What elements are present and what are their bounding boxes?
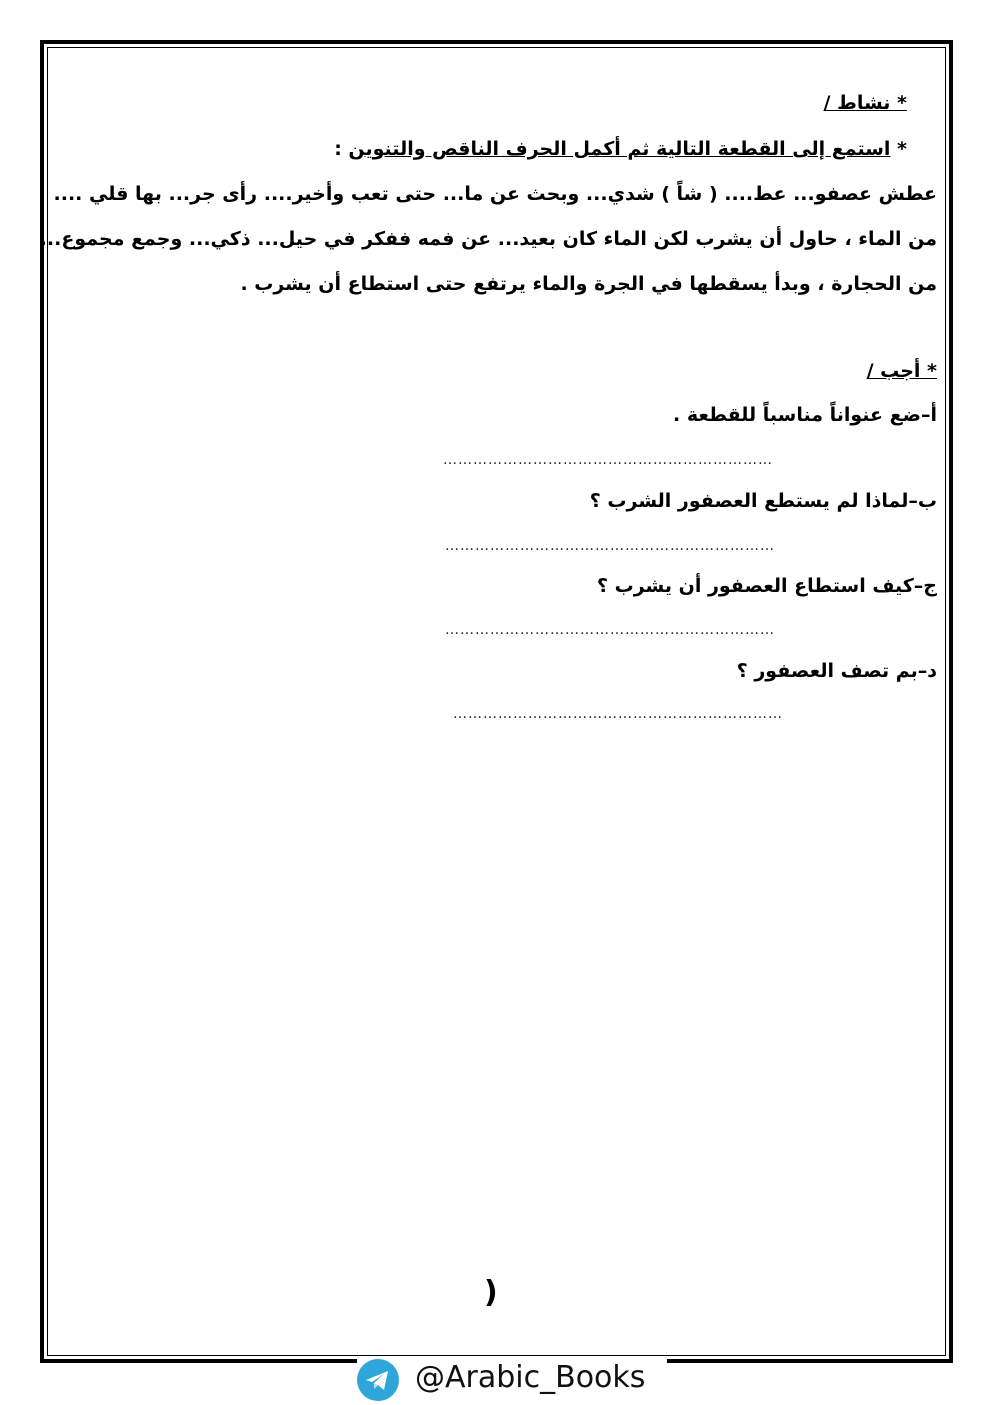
passage-line-2: من الماء ، حاول أن يشرب لكن الماء كان بعيد... عن فمه ففكر في حيل... ذكي... وجمع مجموع... [39,228,937,250]
activity-heading: * نشاط / [823,92,907,114]
passage-line-3: من الحجارة ، وبدأ يسقطها في الجرة والماء يرتفع حتى استطاع أن يشرب . [240,273,937,295]
brand-handle: @Arabic_Books [415,1360,646,1395]
question-b: ب–لماذا لم يستطع العصفور الشرب ؟ [589,490,937,512]
passage-line-1: عطش عصفو... عط.... ( شاً ) شدي... وبحث عن ما... حتى تعب وأخير.... رأى جر... بها قلي .... [53,183,937,205]
answer-line-c: ………………………………………………………… [445,622,775,638]
instruction-text: استمع إلى القطعة التالية ثم أكمل الحرف الناقص والتنوين [348,138,891,160]
answer-line-a: ………………………………………………………… [443,452,773,468]
question-d: د–بم تصف العصفور ؟ [736,660,937,682]
telegram-plane-icon [357,1359,399,1401]
answer-line-b: ………………………………………………………… [445,538,775,554]
activity-instruction: * استمع إلى القطعة التالية ثم أكمل الحرف الناقص والتنوين : [334,138,907,160]
question-c: ج–كيف استطاع العصفور أن يشرب ؟ [596,575,937,597]
answer-heading: * أجب / [866,360,937,382]
telegram-icon [357,1359,399,1401]
question-a: أ–ضع عنواناً مناسباً للقطعة . [672,404,937,426]
brand-watermark [357,1356,667,1403]
answer-line-d: ………………………………………………………… [453,706,783,722]
closing-parenthesis: ) [484,1275,498,1310]
